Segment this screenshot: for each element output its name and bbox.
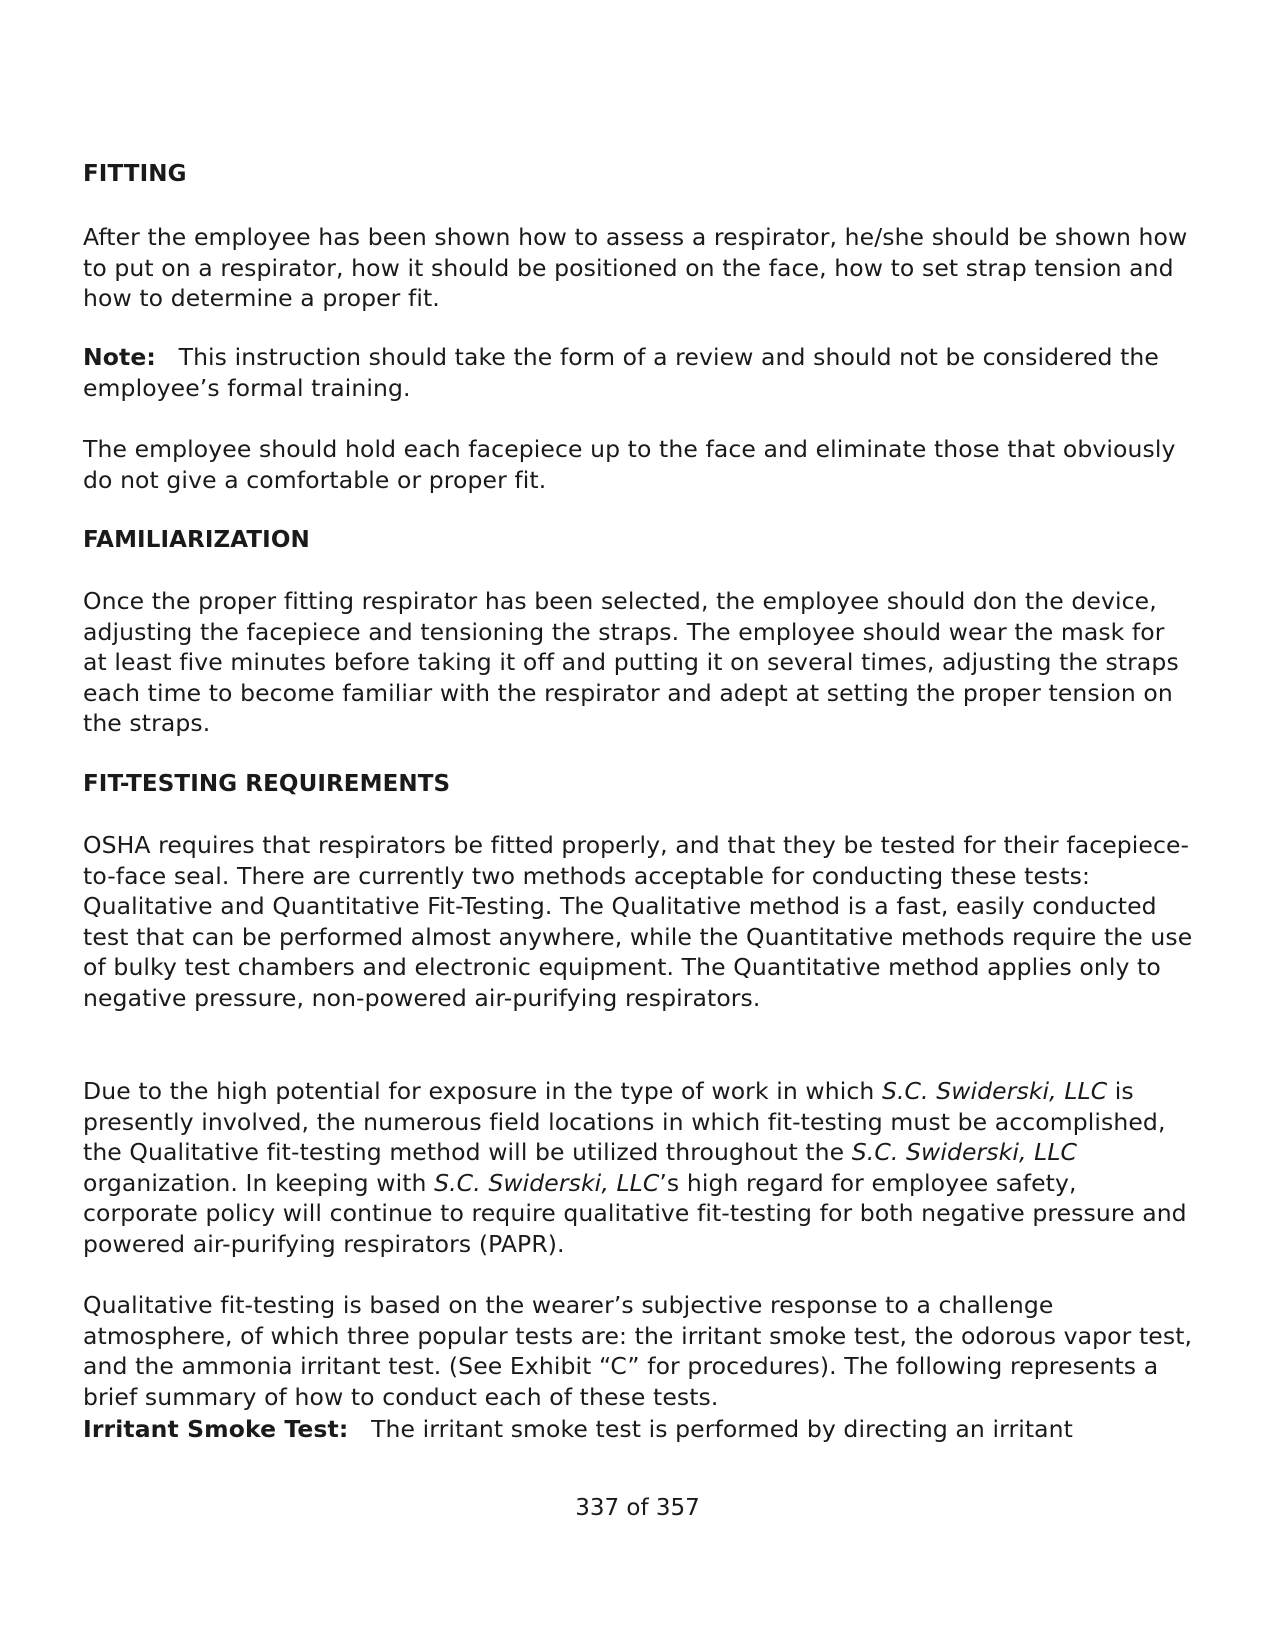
paragraph-qualitative-tests: Qualitative fit-testing is based on the wearer’s subjective response to a challenge atmosphere, of which three popular tests are: the irritant smoke test, the odorous vapor test, and the ammonia irritant test. (See Exhibit “C” for procedures). The following represents a brief summary of how to conduct each of these tests. <box>83 1291 1193 1411</box>
policy-text-3: organization. In keeping with <box>83 1168 435 1197</box>
paragraph-fitting-instructions: After the employee has been shown how to assess a respirator, he/she should be shown how to put on a respirator, how it should be positioned on the face, how to set strap tension and how to determine a proper fit. <box>83 223 1188 312</box>
page-number: 337 of 357 <box>575 1495 700 1521</box>
paragraph-irritant-smoke-test <box>83 1414 1073 1445</box>
note-text: This instruction should take the form of a review and should not be considered the employee’s formal training. <box>83 343 1159 402</box>
heading-fit-testing-requirements: FIT-TESTING REQUIREMENTS <box>83 771 451 797</box>
policy-text-1: Due to the high potential for exposure in the type of work in which <box>83 1077 882 1105</box>
paragraph-note <box>83 342 1195 403</box>
smoke-test-text: The irritant smoke test is performed by directing an irritant <box>371 1415 1073 1443</box>
heading-fitting: FITTING <box>83 161 187 187</box>
note-label: Note: <box>83 343 156 371</box>
company-name-3: S.C. Swiderski, LLC <box>434 1168 660 1197</box>
company-name-1: S.C. Swiderski, LLC <box>881 1077 1108 1105</box>
heading-familiarization: FAMILIARIZATION <box>83 527 310 553</box>
paragraph-familiarization: Once the proper fitting respirator has been selected, the employee should don the device, adjusting the facepiece and tensioning the straps. The employee should wear the mask for at least five minutes before taking it off and putting it on several times, adjusting the straps each time to become familiar with the respirator and adept at setting the proper tension on the straps. <box>83 587 1179 737</box>
company-name-2: S.C. Swiderski, LLC <box>851 1138 1078 1166</box>
paragraph-qualitative-policy <box>83 1076 1195 1259</box>
policy-text-4: ’s high regard for employee safety, corporate policy will continue to require qualitative fit-testing for both negative pressure and powered air-purifying respirators (PAPR). <box>83 1168 1187 1258</box>
smoke-test-label: Irritant Smoke Test: <box>83 1415 349 1443</box>
paragraph-facepiece-hold: The employee should hold each facepiece up to the face and eliminate those that obviously do not give a comfortable or proper fit. <box>83 435 1176 494</box>
paragraph-osha-requirements: OSHA requires that respirators be fitted properly, and that they be tested for their facepiece-to-face seal. There are currently two methods acceptable for conducting these tests: Qualitative and Quantitative Fit-Testing. The Qualitative method is a fast, easily conducted test that can be performed almost anywhere, while the Quantitative methods require the use of bulky test chambers and electronic equipment. The Quantitative method applies only to negative pressure, non-powered air-purifying respirators. <box>83 831 1193 1012</box>
policy-text-2: is presently involved, the numerous field locations in which fit-testing must be accomplished, the Qualitative fit-testing method will be utilized throughout the <box>83 1077 1166 1166</box>
